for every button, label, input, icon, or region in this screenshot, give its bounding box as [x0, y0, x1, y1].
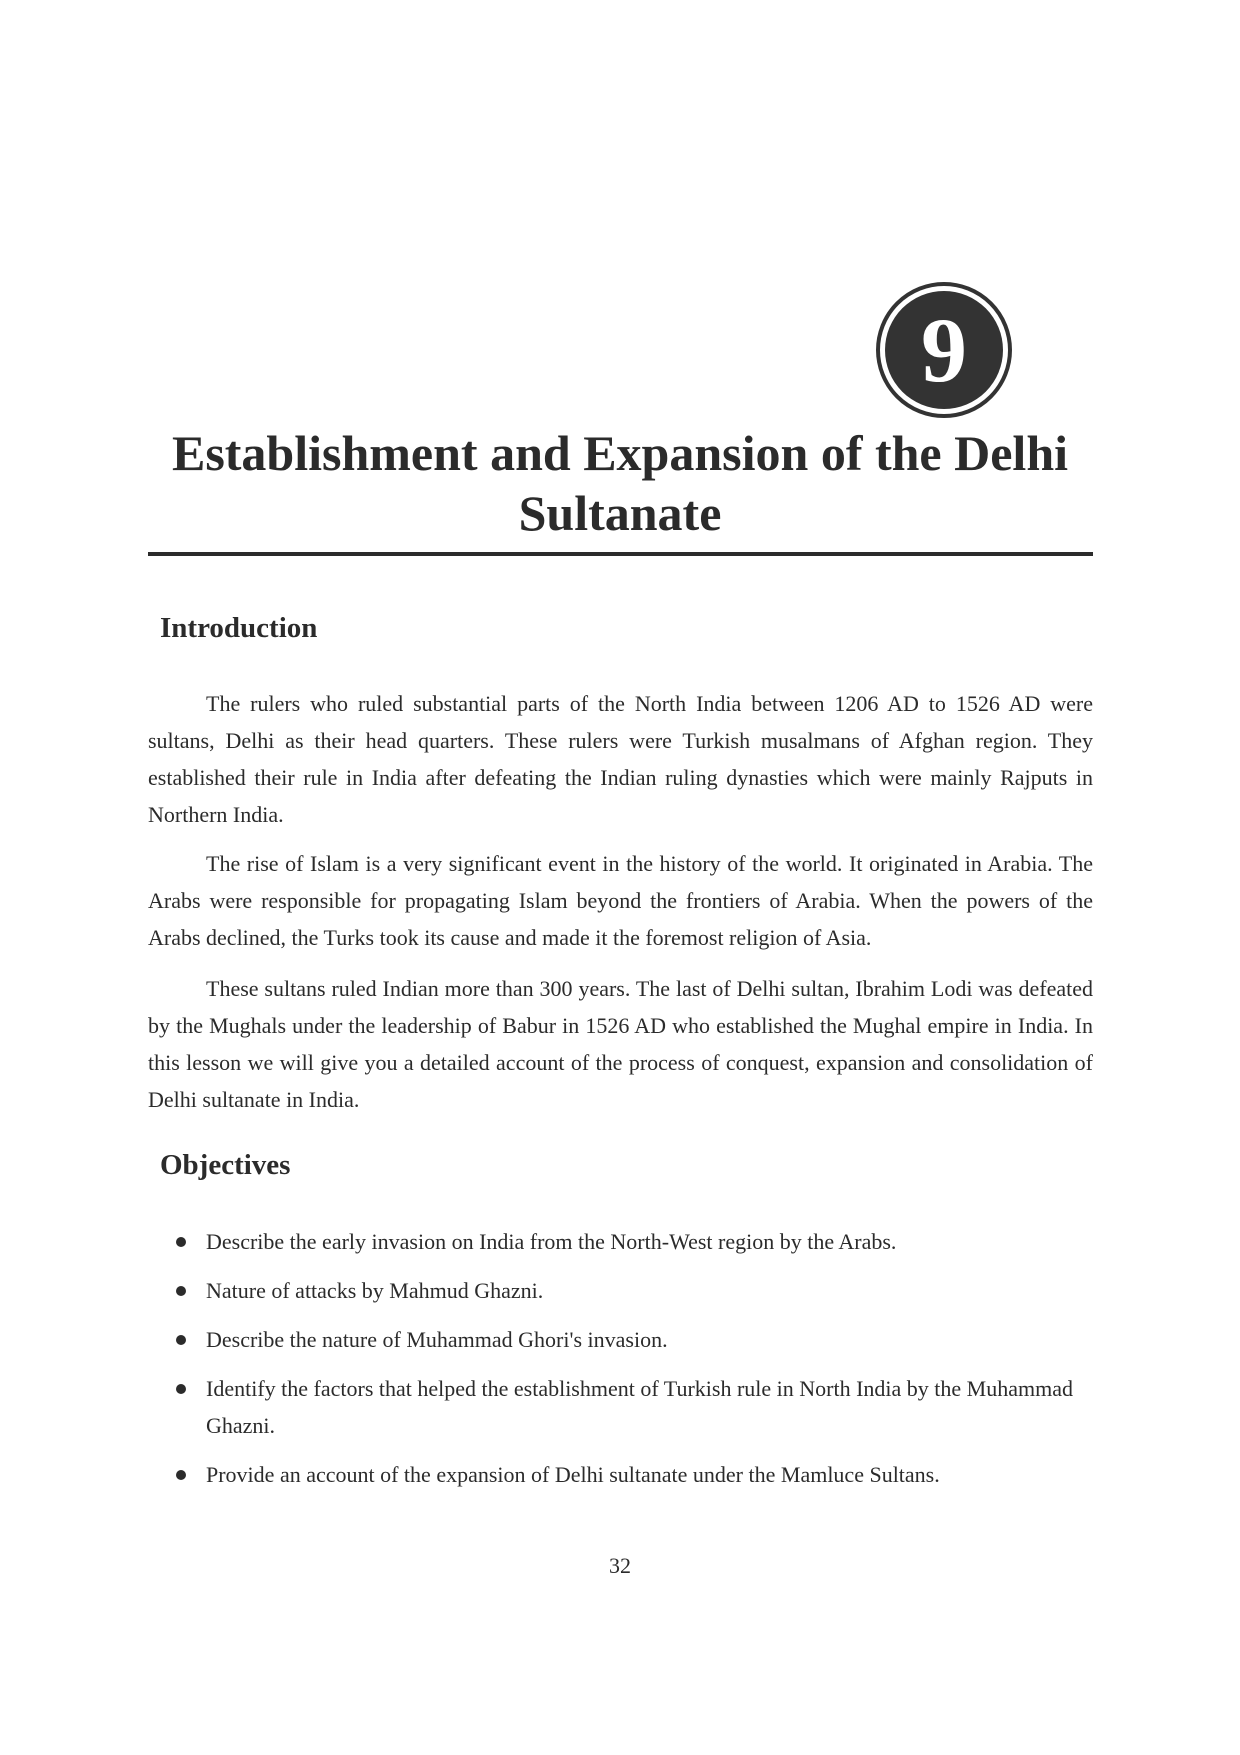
objective-text: Nature of attacks by Mahmud Ghazni.: [206, 1278, 544, 1303]
introduction-paragraph: The rise of Islam is a very significant event in the history of the world. It originated in Arabia. The Arabs were responsible for propagating Islam beyond the frontiers of Arabia. When the powers of the Arabs declined, the Turks took its cause and made it the foremost religion of Asia.: [148, 851, 1093, 950]
bullet-icon: [176, 1470, 186, 1480]
page-number: 32: [609, 1553, 631, 1578]
objective-text: Describe the early invasion on India from the North-West region by the Arabs.: [206, 1229, 897, 1254]
objectives-heading: Objectives: [160, 1149, 291, 1181]
bullet-icon: [176, 1335, 186, 1345]
objective-text: Describe the nature of Muhammad Ghori's invasion.: [206, 1327, 668, 1352]
chapter-title: Establishment and Expansion of the Delhi Sultanate: [171, 425, 1069, 541]
chapter-number-badge: [876, 282, 1012, 418]
objective-item: [148, 1223, 1093, 1260]
introduction-heading: Introduction: [160, 612, 318, 644]
title-divider: [148, 552, 1093, 556]
bullet-icon: [176, 1237, 186, 1247]
bullet-icon: [176, 1384, 186, 1394]
objective-item: [148, 1321, 1093, 1358]
chapter-number: 9: [885, 291, 1003, 409]
objective-item: [148, 1456, 1093, 1493]
objective-item: [148, 1370, 1093, 1444]
bullet-icon: [176, 1286, 186, 1296]
objective-item: [148, 1272, 1093, 1309]
objectives-list: [148, 1223, 1093, 1505]
introduction-paragraph: The rulers who ruled substantial parts of the North India between 1206 AD to 1526 AD were sultans, Delhi as their head quarters. These rulers were Turkish musalmans of Afghan region. They established their rule in India after defeating the Indian ruling dynasties which were mainly Rajputs in Northern India.: [148, 691, 1093, 827]
objective-text: Provide an account of the expansion of Delhi sultanate under the Mamluce Sultans.: [206, 1462, 940, 1487]
objective-text: Identify the factors that helped the establishment of Turkish rule in North India by the Muhammad Ghazni.: [206, 1376, 1073, 1438]
introduction-paragraph: These sultans ruled Indian more than 300 years. The last of Delhi sultan, Ibrahim Lodi was defeated by the Mughals under the leadership of Babur in 1526 AD who established the Mughal empire in India. In this lesson we will give you a detailed account of the process of conquest, expansion and consolidation of Delhi sultanate in India.: [148, 976, 1093, 1112]
